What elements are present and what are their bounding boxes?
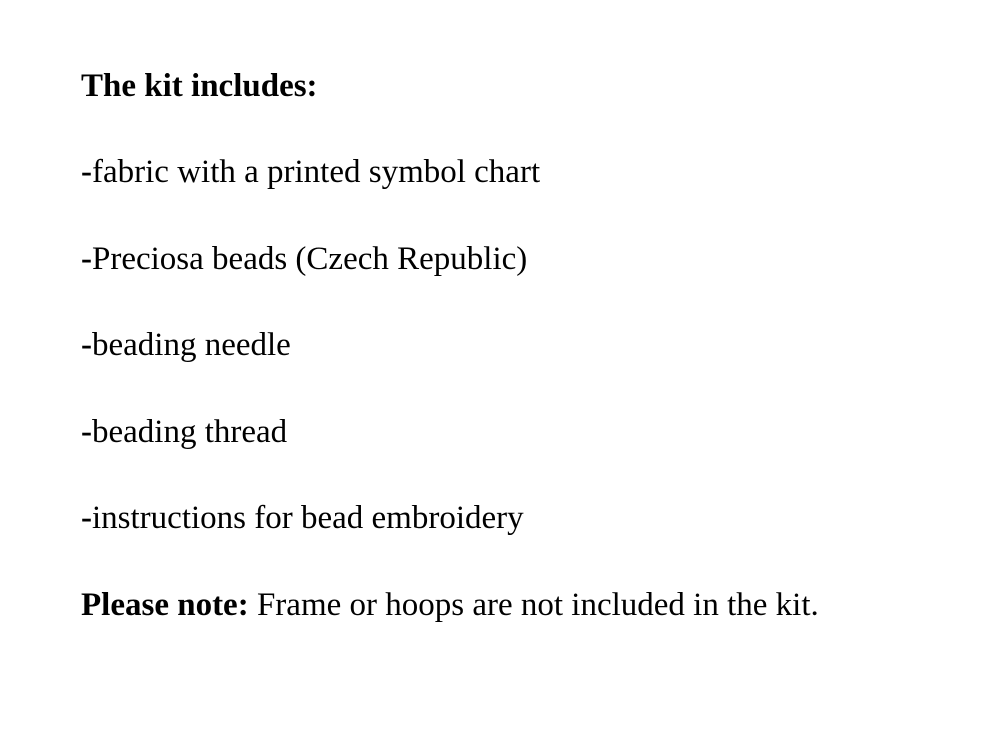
list-item-text: beading needle [92,327,291,363]
list-item-text: fabric with a printed symbol chart [92,154,541,190]
note-line [81,585,819,625]
list-dash: - [81,241,92,277]
kit-heading: The kit includes: [81,68,318,104]
list-dash: - [81,327,92,363]
list-dash: - [81,414,92,450]
list-item [81,239,527,279]
list-item [81,152,540,192]
list-item-text: Preciosa beads (Czech Republic) [92,241,528,277]
list-item-text: beading thread [92,414,288,450]
list-item [81,325,291,365]
list-item [81,498,524,538]
note-text: Frame or hoops are not included in the kit. [248,587,819,623]
note-label: Please note: [81,587,249,623]
list-item-text: instructions for bead embroidery [92,500,524,536]
list-dash: - [81,500,92,536]
list-item [81,412,287,452]
document-body [81,0,981,750]
list-dash: - [81,154,92,190]
